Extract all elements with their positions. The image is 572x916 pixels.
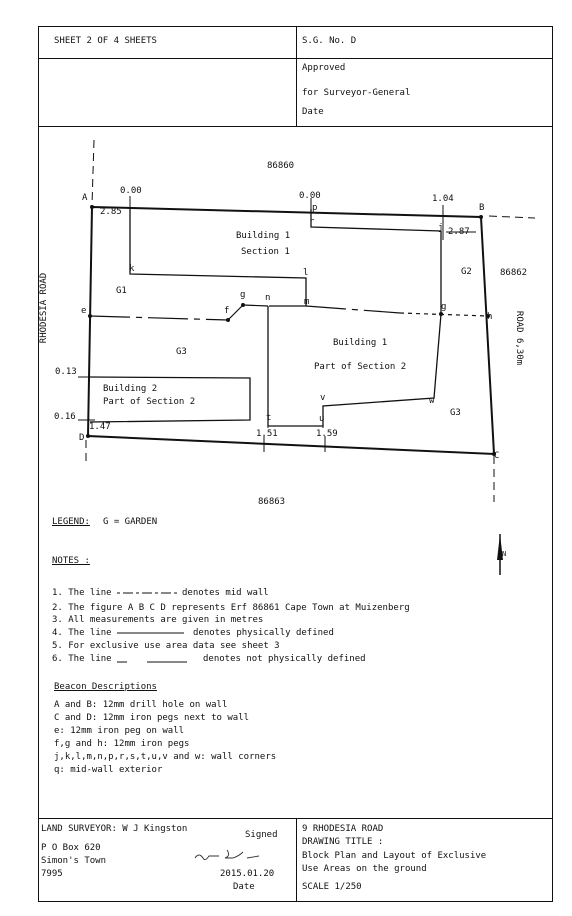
dim-bottom-t: 1.51	[256, 429, 278, 439]
note-4-pre: 4. The line	[52, 628, 112, 638]
dim-d-upper: 0.13	[55, 367, 77, 377]
surveyor-name: LAND SURVEYOR: W J Kingston	[41, 824, 188, 834]
signed-label: Signed	[245, 830, 278, 840]
point-r: r	[309, 217, 315, 227]
point-l: l	[303, 268, 309, 278]
beacon-item: C and D: 12mm iron pegs next to wall	[54, 713, 250, 723]
north-arrow-icon	[497, 534, 506, 575]
corner-b: B	[479, 203, 485, 213]
beacon-item: j,k,l,m,n,p,r,s,t,u,v and w: wall corners	[54, 752, 277, 762]
point-j: j	[438, 223, 444, 233]
note-1-pre: 1. The line	[52, 588, 112, 598]
point-m: m	[304, 297, 310, 307]
dim-d-lower: 0.16	[54, 412, 76, 422]
point-f: f	[224, 306, 230, 316]
signature-date: 2015.01.20	[220, 869, 275, 879]
note-6-post: denotes not physically defined	[203, 654, 366, 664]
drawing-title-line-2: Use Areas on the ground	[302, 864, 427, 874]
point-u: u	[319, 414, 325, 424]
dim-b-offset: 2.87	[448, 227, 470, 237]
address-line-2: Simon's Town	[41, 856, 107, 866]
point-h: h	[487, 312, 493, 322]
signature-icon	[195, 850, 259, 860]
point-e: e	[81, 306, 87, 316]
note-2: 2. The figure A B C D represents Erf 86861 Cape Town at Muizenberg	[52, 603, 410, 613]
dim-d-side: 1.47	[89, 422, 111, 432]
notes-title: NOTES :	[52, 556, 90, 566]
corner-d: D	[79, 433, 85, 443]
note-4-post: denotes physically defined	[193, 628, 334, 638]
point-g-right: g	[441, 302, 447, 312]
footer-date-label: Date	[233, 882, 255, 892]
property-address: 9 RHODESIA ROAD	[302, 824, 384, 834]
dim-top-right: 1.04	[432, 194, 454, 204]
bldg1-s1-label-1: Building 1	[236, 231, 291, 241]
bldg1-s2-label-1: Building 1	[333, 338, 388, 348]
legend-title: LEGEND:	[52, 517, 90, 527]
point-p: p	[312, 203, 318, 213]
point-t: t	[266, 413, 272, 423]
dim-bottom-u: 1.59	[316, 429, 338, 439]
address-line-1: P O Box 620	[41, 843, 101, 853]
erf-east-label: 86862	[500, 268, 528, 278]
note-5: 5. For exclusive use area data see sheet 3	[52, 641, 280, 651]
beacon-item: e: 12mm iron peg on wall	[54, 726, 185, 736]
point-k: k	[129, 264, 135, 274]
corner-c: C	[494, 451, 500, 461]
garden-g2: G2	[461, 267, 472, 277]
sg-number: S.G. No. D	[302, 36, 357, 46]
erf-boundary	[88, 207, 494, 454]
point-v: v	[320, 393, 326, 403]
dim-top-left: 0.00	[120, 186, 142, 196]
point-w: w	[429, 396, 435, 406]
garden-g3-left: G3	[176, 347, 187, 357]
bldg1-s2-label-2: Part of Section 2	[314, 362, 407, 372]
sheet-number: SHEET 2 OF 4 SHEETS	[54, 36, 157, 46]
point-n: n	[265, 293, 271, 303]
approved-label: Approved	[302, 63, 346, 73]
erf-south-label: 86863	[258, 497, 286, 507]
scale-label: SCALE 1/250	[302, 882, 362, 892]
erf-north-label: 86860	[267, 161, 295, 171]
section2-wall	[268, 231, 441, 426]
beacon-item: f,g and h: 12mm iron pegs	[54, 739, 190, 749]
dim-a-offset: 2.85	[100, 207, 122, 217]
garden-g3-right: G3	[450, 408, 461, 418]
road-east-label: ROAD 6,30m	[514, 310, 525, 366]
garden-g1: G1	[116, 286, 127, 296]
svg-text:N: N	[502, 550, 507, 558]
beacons-title: Beacon Descriptions	[54, 682, 157, 692]
dim-top-mid: 0.00	[299, 191, 321, 201]
legend-text: G = GARDEN	[103, 517, 158, 527]
note-3: 3. All measurements are given in metres	[52, 615, 264, 625]
beacon-item: q: mid-wall exterior	[54, 765, 163, 775]
for-sg-label: for Surveyor-General	[302, 88, 411, 98]
beacon-item: A and B: 12mm drill hole on wall	[54, 700, 228, 710]
address-line-3: 7995	[41, 869, 63, 879]
note-1-post: denotes mid wall	[182, 588, 269, 598]
corner-a: A	[82, 193, 88, 203]
road-west-label: RHODESIA ROAD	[39, 272, 50, 344]
point-g-left: g	[240, 290, 246, 300]
header-date-label: Date	[302, 107, 324, 117]
bldg2-label-2: Part of Section 2	[103, 397, 196, 407]
drawing-title-line-1: Block Plan and Layout of Exclusive	[302, 851, 487, 861]
drawing-title-label: DRAWING TITLE :	[302, 837, 384, 847]
bldg1-s1-label-2: Section 1	[241, 247, 290, 257]
note-6-pre: 6. The line	[52, 654, 112, 664]
bldg2-label-1: Building 2	[103, 384, 158, 394]
